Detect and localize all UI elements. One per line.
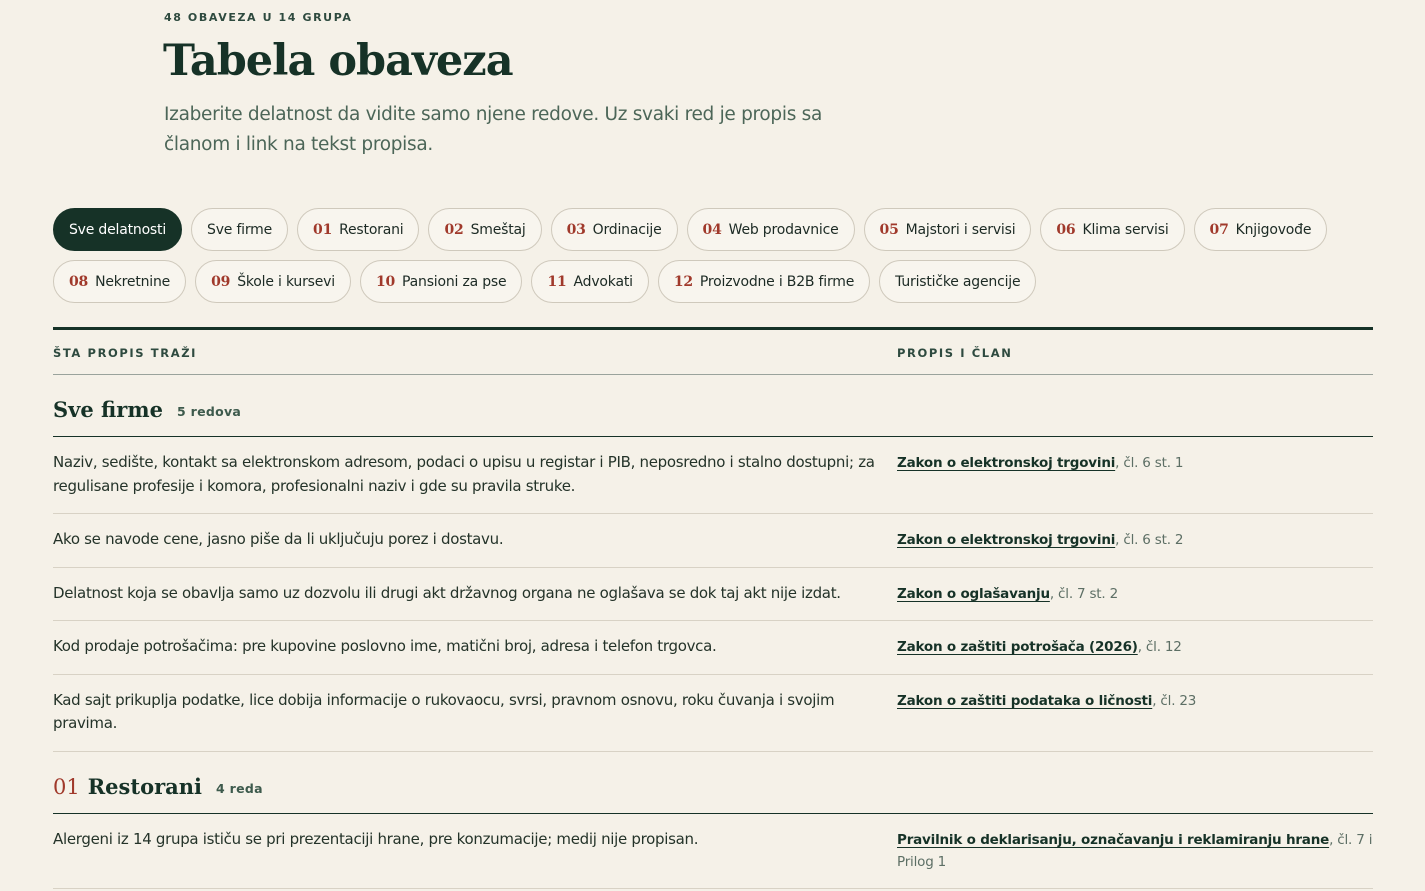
filter-chip[interactable]: [551, 208, 678, 251]
filter-chip-label: Turističke agencije: [895, 273, 1021, 290]
group-title-text: Restorani: [87, 773, 202, 799]
regulation-cell: [897, 689, 1373, 736]
filter-chip-label: Pansioni za pse: [402, 273, 507, 290]
column-header-requirement: ŠTA PROPIS TRAŽI: [53, 346, 198, 360]
group-title: [53, 774, 202, 799]
article-reference: , čl. 23: [1152, 692, 1197, 709]
regulation-cell: [897, 451, 1373, 498]
requirement-text: Kad sajt prikuplja podatke, lice dobija informacije o rukovaocu, svrsi, pravnom osnovu, roku čuvanja i svojim pravima.: [53, 690, 835, 732]
industry-filter: [53, 208, 1383, 312]
filter-chip-number: 10: [375, 273, 396, 290]
filter-chip-number: 05: [879, 221, 899, 238]
filter-chip-number: 07: [1209, 221, 1229, 238]
group-title: [53, 397, 163, 422]
filter-chip[interactable]: [531, 260, 648, 303]
filter-chip[interactable]: [53, 208, 182, 251]
filter-chip-number: 01: [313, 221, 333, 238]
table-row: [53, 675, 1373, 752]
article-reference: , čl. 7 i Prilog 1: [897, 831, 1373, 870]
filter-chip-label: Škole i kursevi: [237, 273, 335, 290]
filter-chip[interactable]: [687, 208, 855, 251]
filter-chip[interactable]: [1040, 208, 1184, 251]
filter-chip-label: Knjigovođe: [1235, 221, 1312, 238]
table-row: [53, 814, 1373, 889]
filter-chip-label: Sve firme: [207, 221, 273, 238]
obligations-table: [53, 327, 1373, 889]
requirement-text: Delatnost koja se obavlja samo uz dozvolu ili drugi akt državnog organa ne oglašava se dok taj akt nije izdat.: [53, 583, 841, 602]
filter-chip-number: 04: [702, 221, 722, 238]
page-description: Izaberite delatnost da vidite samo njene redove. Uz svaki red je propis sa članom i link na tekst propisa.: [164, 104, 823, 155]
table-body: [53, 375, 1373, 889]
regulation-link[interactable]: Zakon o elektronskoj trgovini: [897, 455, 1116, 471]
regulation-link[interactable]: Zakon o zaštiti potrošača (2026): [897, 639, 1138, 655]
filter-chip-number: 09: [211, 273, 231, 290]
article-reference: , čl. 12: [1137, 639, 1182, 655]
filter-chip-number: 08: [69, 273, 89, 290]
group-title-text: Sve firme: [53, 397, 163, 422]
group-header: [53, 375, 1373, 437]
article-reference: , čl. 6 st. 1: [1115, 455, 1184, 471]
filter-chip-label: Nekretnine: [95, 273, 171, 290]
requirement-text: Naziv, sedište, kontakt sa elektronskom adresom, podaci o upisu u registar i PIB, neposredno i stalno dostupni; za regulisane profesije i komora, profesionalni naziv i gde su pravila struke.: [53, 453, 875, 495]
regulation-link[interactable]: Zakon o elektronskoj trgovini: [897, 532, 1116, 548]
filter-chip[interactable]: [53, 260, 186, 303]
filter-chip-number: 12: [673, 273, 693, 290]
filter-chip[interactable]: [879, 260, 1036, 303]
filter-chip[interactable]: [195, 260, 351, 303]
table-header: [53, 327, 1373, 375]
group-row-count: 5 redova: [176, 404, 242, 419]
requirement-text: Alergeni iz 14 grupa ističu se pri prezentaciji hrane, pre konzumacije; medij nije propisan.: [53, 829, 699, 848]
regulation-cell: [897, 828, 1373, 873]
table-row: [53, 568, 1373, 622]
column-header-regulation: PROPIS I ČLAN: [897, 346, 1013, 360]
table-row: [53, 514, 1373, 568]
requirement-text: Ako se navode cene, jasno piše da li uključuju porez i dostavu.: [53, 530, 504, 548]
filter-row: [53, 260, 1383, 303]
filter-chip[interactable]: [428, 208, 541, 251]
filter-chip-number: 06: [1056, 221, 1076, 238]
table-row: [53, 621, 1373, 675]
article-reference: , čl. 7 st. 2: [1049, 585, 1118, 602]
regulation-cell: [897, 582, 1373, 606]
table-row: [53, 437, 1373, 514]
filter-chip-label: Advokati: [573, 273, 633, 290]
group-row-count: 4 reda: [216, 780, 263, 796]
filter-chip-label: Sve delatnosti: [69, 221, 167, 238]
regulation-cell: [897, 528, 1373, 552]
filter-chip-number: 03: [566, 221, 586, 238]
group-header: [53, 752, 1373, 814]
filter-chip-label: Smeštaj: [470, 221, 526, 238]
regulation-link[interactable]: Zakon o oglašavanju: [897, 585, 1050, 602]
filter-chip-label: Klima servisi: [1082, 221, 1169, 238]
regulation-cell: [897, 635, 1373, 659]
filter-chip[interactable]: [864, 208, 1032, 251]
filter-chip-number: 11: [547, 273, 567, 290]
filter-chip[interactable]: [297, 208, 419, 251]
filter-chip-label: Web prodavnice: [728, 221, 839, 238]
page-title: Tabela obaveza: [163, 36, 513, 86]
group-number: 01: [53, 774, 80, 799]
article-reference: , čl. 6 st. 2: [1115, 532, 1184, 548]
filter-chip-label: Ordinacije: [592, 221, 662, 238]
filter-row: [53, 208, 1383, 251]
filter-chip[interactable]: [1194, 208, 1328, 251]
page-eyebrow: 48 OBAVEZA U 14 GRUPA: [164, 11, 353, 24]
filter-chip[interactable]: [191, 208, 288, 251]
regulation-link[interactable]: Pravilnik o deklarisanju, označavanju i reklamiranju hrane: [897, 831, 1330, 848]
filter-chip[interactable]: [360, 260, 523, 303]
filter-chip-label: Majstori i servisi: [905, 221, 1016, 238]
filter-chip[interactable]: [658, 260, 870, 303]
filter-chip-label: Restorani: [339, 221, 404, 238]
requirement-text: Kod prodaje potrošačima: pre kupovine poslovno ime, matični broj, adresa i telefon trgovca.: [53, 637, 717, 655]
regulation-link[interactable]: Zakon o zaštiti podataka o ličnosti: [897, 692, 1153, 709]
filter-chip-number: 02: [444, 221, 464, 238]
filter-chip-label: Proizvodne i B2B firme: [699, 273, 855, 290]
